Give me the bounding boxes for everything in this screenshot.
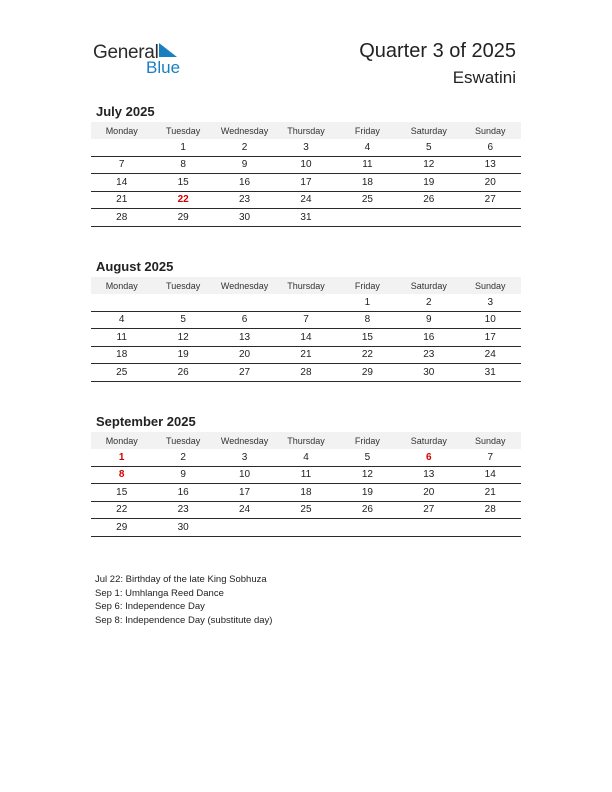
- logo-text-blue: Blue: [146, 58, 181, 77]
- day-cell: 9: [180, 469, 186, 481]
- day-cell: 3: [303, 141, 309, 153]
- day-cell: 30: [177, 521, 189, 533]
- month-title: August 2025: [96, 259, 174, 274]
- day-cell: 21: [484, 486, 496, 498]
- holiday-note: Sep 6: Independence Day: [95, 601, 205, 612]
- day-cell: 4: [118, 314, 125, 326]
- day-cell: 2: [426, 296, 432, 308]
- generalblue-logo: [93, 40, 193, 80]
- holiday-note: Sep 8: Independence Day (substitute day): [95, 614, 273, 626]
- week-row: [91, 139, 521, 157]
- day-cell: 26: [423, 194, 435, 206]
- day-cell: 14: [116, 176, 128, 188]
- day-cell: 6: [241, 314, 248, 326]
- day-cell: 16: [423, 331, 435, 343]
- day-cell: 9: [426, 314, 432, 326]
- day-cell: 23: [423, 349, 435, 361]
- day-cell: 8: [364, 314, 371, 326]
- day-cell: 20: [238, 349, 251, 361]
- day-cell: 19: [361, 486, 373, 498]
- day-cell: 2: [241, 141, 248, 153]
- week-row: [91, 347, 521, 365]
- holiday-note: Jul 22: Birthday of the late King Sobhuza: [95, 574, 267, 585]
- holiday-day-cell: 1: [118, 451, 125, 463]
- weekday-header-row: [91, 432, 521, 449]
- weekday-label: Saturday: [410, 280, 447, 291]
- day-cell: 11: [300, 469, 312, 481]
- weekday-label: Friday: [354, 125, 380, 136]
- week-row: [91, 329, 521, 347]
- day-cell: 13: [484, 159, 496, 171]
- month-title: July 2025: [96, 104, 155, 119]
- weekday-label: Friday: [354, 280, 380, 291]
- day-cell: 1: [180, 141, 186, 153]
- weekday-label: Saturday: [410, 125, 447, 136]
- holiday-note: Sep 1: Umhlanga Reed Dance: [95, 587, 224, 599]
- day-cell: 28: [300, 366, 312, 378]
- holiday-notes: [95, 573, 272, 627]
- day-cell: 7: [118, 159, 125, 171]
- day-cell: 11: [116, 331, 127, 343]
- day-cell: 22: [116, 504, 128, 516]
- month-title: September 2025: [96, 414, 196, 429]
- day-cell: 22: [361, 349, 373, 361]
- day-cell: 24: [238, 504, 251, 516]
- week-row: [91, 519, 521, 537]
- day-cell: 17: [484, 331, 496, 343]
- weekday-label: Sunday: [474, 125, 506, 136]
- day-cell: 13: [423, 469, 435, 481]
- day-cell: 21: [116, 194, 128, 206]
- weekday-label: Thursday: [287, 125, 325, 136]
- week-row: [91, 502, 521, 520]
- holiday-day-cell: 22: [177, 194, 189, 206]
- week-row: [91, 294, 521, 312]
- weekday-label: Thursday: [287, 435, 325, 446]
- day-cell: 15: [361, 331, 373, 343]
- day-cell: 3: [241, 451, 248, 463]
- holiday-day-cell: 8: [118, 469, 125, 481]
- day-cell: 12: [177, 331, 189, 343]
- day-cell: 5: [364, 451, 371, 463]
- page-title: Quarter 3 of 2025: [359, 40, 516, 62]
- day-cell: 10: [238, 469, 251, 481]
- day-cell: 20: [484, 176, 496, 188]
- day-cell: 23: [238, 194, 251, 206]
- day-cell: 18: [116, 349, 128, 361]
- day-cell: 11: [362, 159, 373, 171]
- day-cell: 24: [484, 349, 496, 361]
- week-row: [91, 209, 521, 227]
- weekday-label: Sunday: [474, 280, 506, 291]
- day-cell: 16: [238, 176, 251, 188]
- weekday-header-row: [91, 122, 521, 139]
- day-cell: 27: [423, 504, 435, 516]
- day-cell: 29: [116, 521, 128, 533]
- day-cell: 27: [484, 194, 496, 206]
- day-cell: 14: [300, 331, 312, 343]
- day-cell: 7: [303, 314, 309, 326]
- day-cell: 4: [303, 451, 309, 463]
- weekday-label: Sunday: [474, 435, 506, 446]
- weekday-label: Tuesday: [166, 125, 201, 136]
- day-cell: 6: [487, 141, 494, 153]
- day-cell: 31: [484, 366, 496, 378]
- day-cell: 16: [177, 486, 189, 498]
- day-cell: 13: [238, 331, 251, 343]
- day-cell: 20: [423, 486, 435, 498]
- day-cell: 19: [423, 176, 435, 188]
- week-row: [91, 157, 521, 175]
- day-cell: 23: [177, 504, 189, 516]
- day-cell: 3: [487, 296, 494, 308]
- day-cell: 28: [116, 211, 128, 223]
- week-row: [91, 312, 521, 330]
- weekday-label: Monday: [105, 435, 138, 446]
- day-cell: 29: [177, 211, 189, 223]
- weekday-label: Thursday: [287, 280, 325, 291]
- country-name: Eswatini: [452, 68, 516, 87]
- week-row: [91, 449, 521, 467]
- weekday-label: Tuesday: [166, 280, 201, 291]
- logo-text-general: General: [93, 42, 159, 63]
- logo-triangle-icon: [159, 43, 177, 57]
- day-cell: 25: [361, 194, 373, 206]
- day-cell: 5: [180, 314, 186, 326]
- holiday-day-cell: 6: [426, 451, 432, 463]
- day-cell: 17: [300, 176, 312, 188]
- day-cell: 2: [180, 451, 186, 463]
- month-july: [91, 103, 521, 227]
- day-cell: 26: [177, 366, 189, 378]
- weekday-label: Saturday: [410, 435, 447, 446]
- day-cell: 12: [361, 469, 373, 481]
- day-cell: 7: [487, 451, 494, 463]
- weekday-label: Wednesday: [220, 280, 269, 291]
- week-row: [91, 174, 521, 192]
- day-cell: 30: [238, 211, 251, 223]
- week-row: [91, 364, 521, 382]
- day-cell: 4: [364, 141, 371, 153]
- week-row: [91, 192, 521, 210]
- day-cell: 15: [116, 486, 128, 498]
- weekday-label: Monday: [105, 125, 138, 136]
- day-cell: 24: [300, 194, 312, 206]
- day-cell: 25: [300, 504, 312, 516]
- day-cell: 18: [361, 176, 373, 188]
- week-row: [91, 467, 521, 485]
- day-cell: 26: [361, 504, 373, 516]
- day-cell: 27: [238, 366, 251, 378]
- week-row: [91, 484, 521, 502]
- month-september: [91, 413, 521, 537]
- weekday-label: Tuesday: [166, 435, 201, 446]
- weekday-header-row: [91, 277, 521, 294]
- month-august: [91, 258, 521, 382]
- day-cell: 10: [300, 159, 312, 171]
- day-cell: 31: [300, 211, 312, 223]
- day-cell: 8: [180, 159, 186, 171]
- day-cell: 18: [300, 486, 312, 498]
- day-cell: 21: [300, 349, 312, 361]
- day-cell: 5: [426, 141, 432, 153]
- day-cell: 10: [484, 314, 496, 326]
- weekday-label: Wednesday: [220, 125, 269, 136]
- day-cell: 30: [423, 366, 435, 378]
- day-cell: 19: [177, 349, 189, 361]
- day-cell: 28: [484, 504, 496, 516]
- weekday-label: Monday: [105, 280, 138, 291]
- day-cell: 15: [177, 176, 189, 188]
- weekday-label: Wednesday: [220, 435, 269, 446]
- day-cell: 9: [241, 159, 248, 171]
- day-cell: 17: [238, 486, 251, 498]
- day-cell: 25: [116, 366, 128, 378]
- day-cell: 14: [484, 469, 496, 481]
- day-cell: 1: [364, 296, 371, 308]
- day-cell: 29: [361, 366, 373, 378]
- day-cell: 12: [423, 159, 435, 171]
- weekday-label: Friday: [354, 435, 380, 446]
